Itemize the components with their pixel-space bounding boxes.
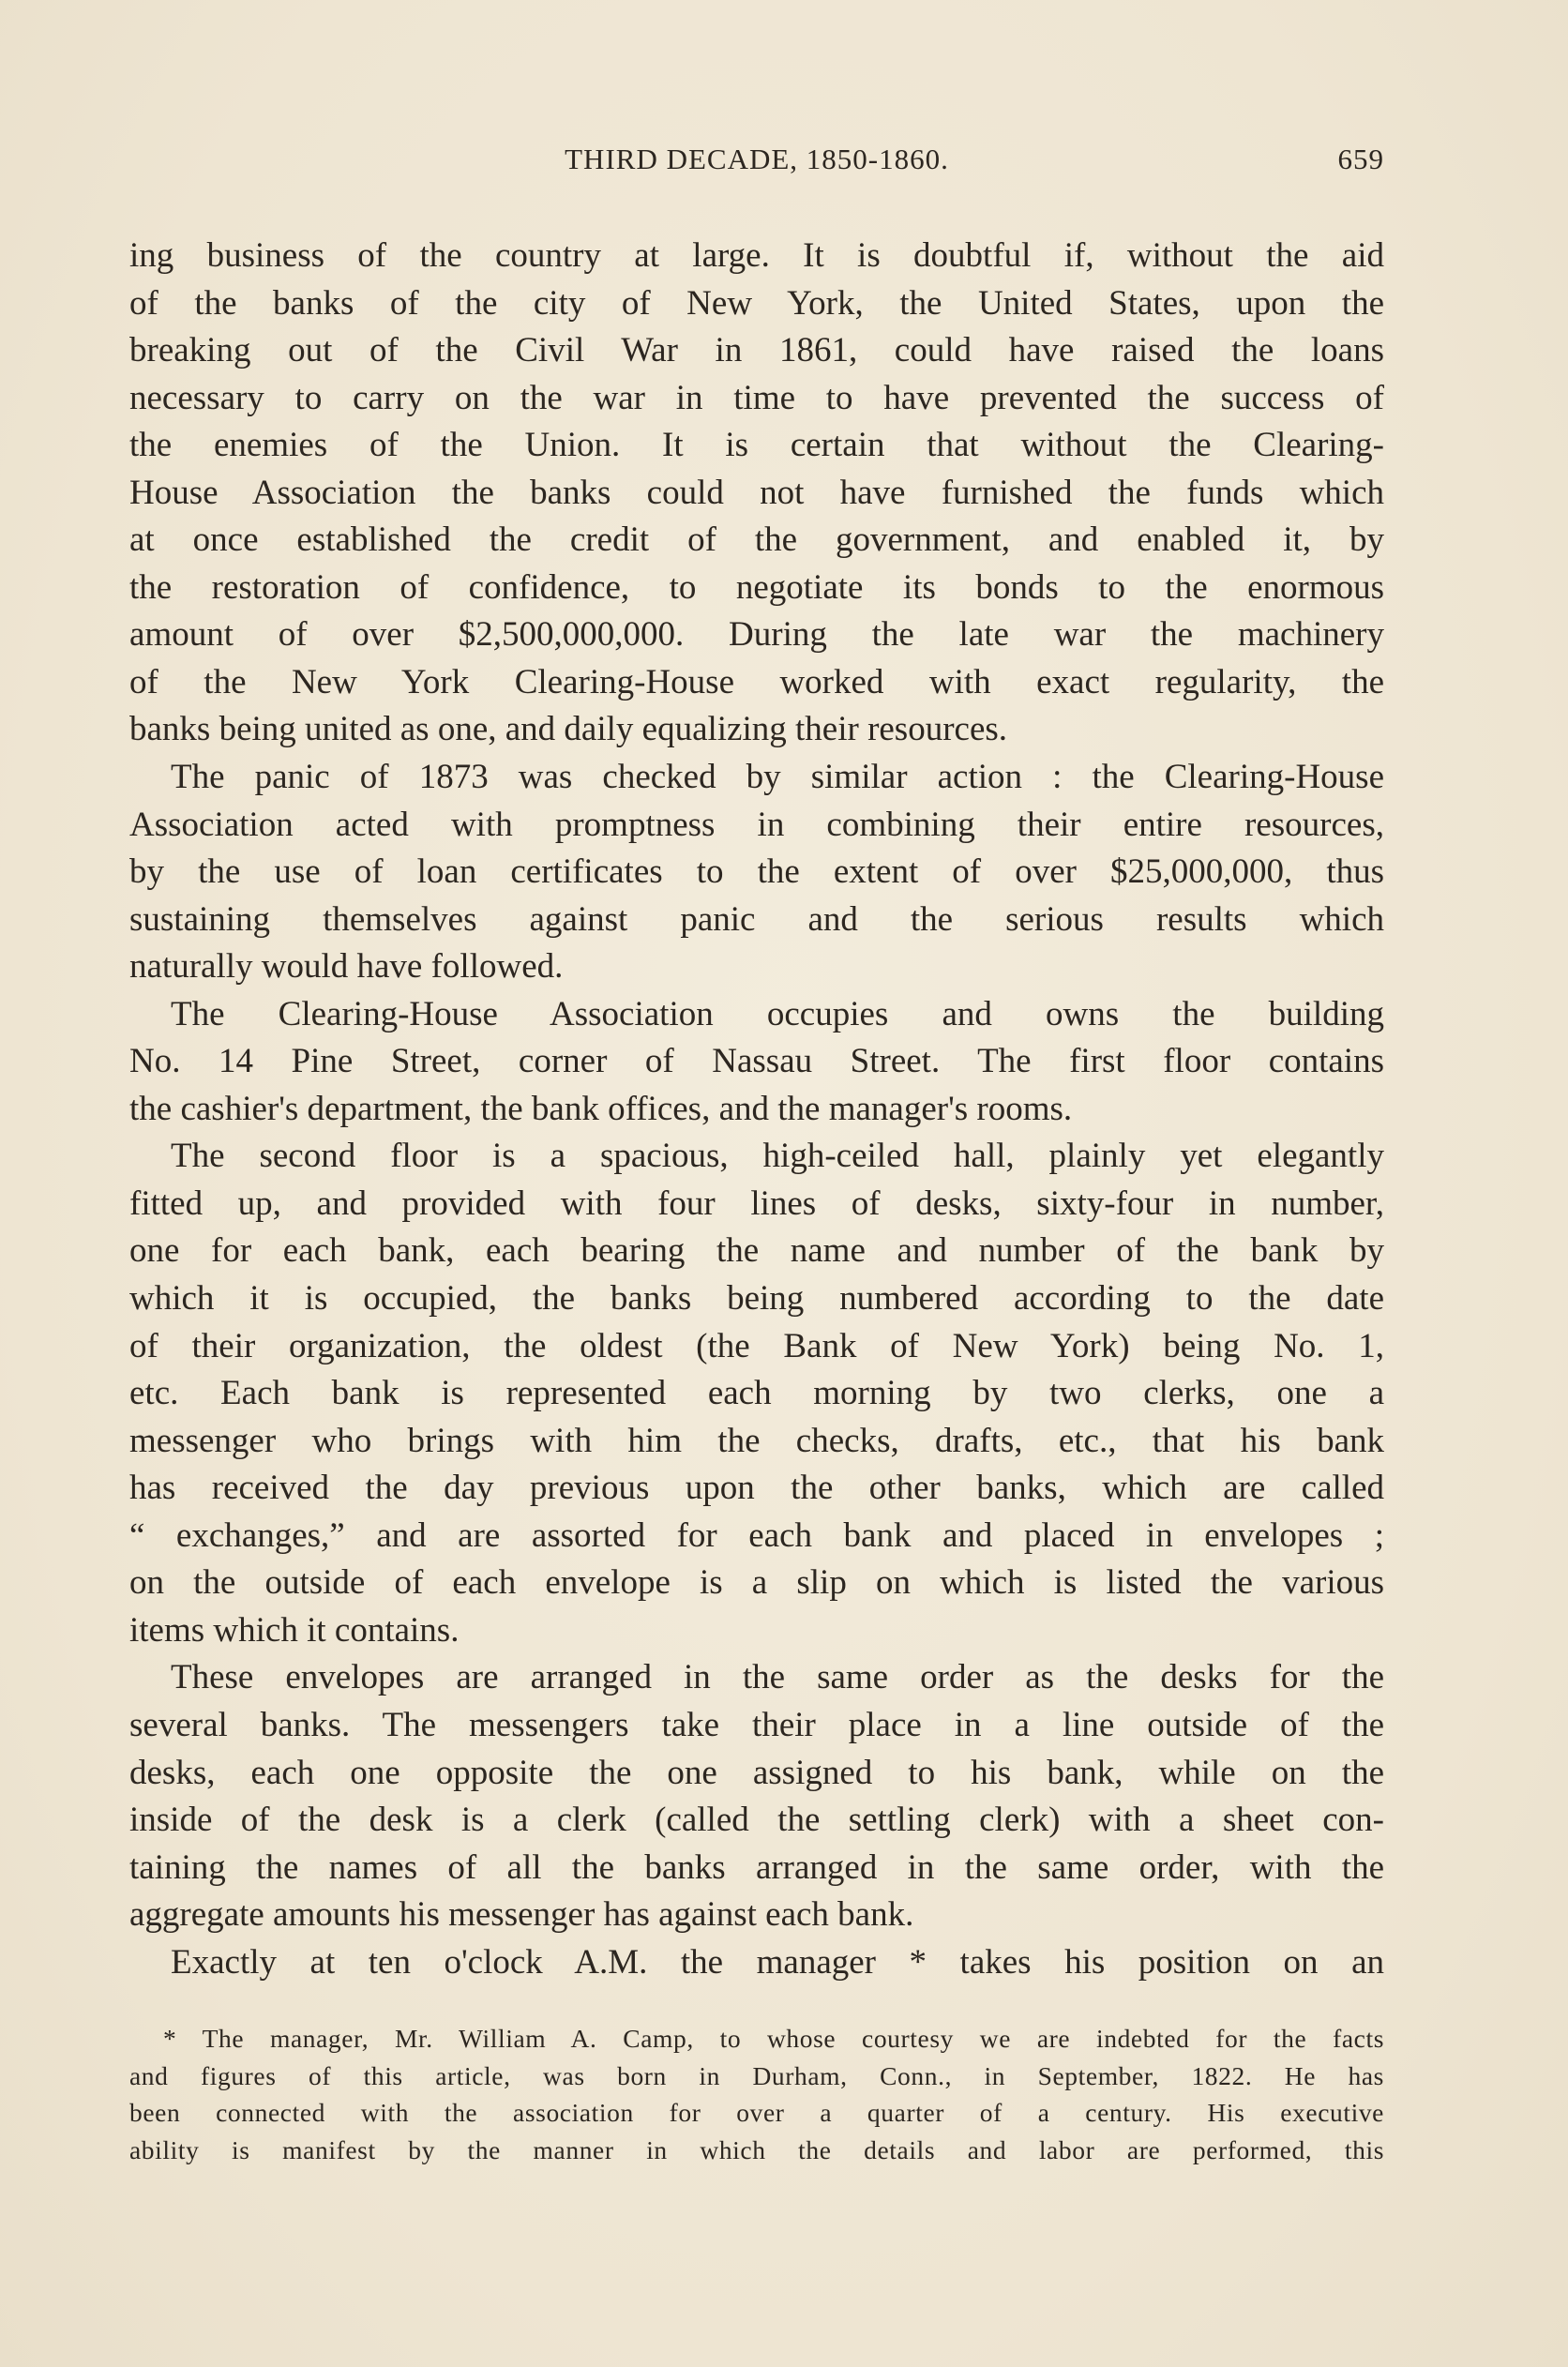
page-number: 659 bbox=[1337, 143, 1384, 175]
text-line: These envelopes are arranged in the same order as the desks for the bbox=[171, 1658, 1384, 1697]
text-line: etc. Each bank is represented each morning by two clerks, one a bbox=[129, 1374, 1384, 1413]
text-line: breaking out of the Civil War in 1861, could have raised the loans bbox=[129, 331, 1384, 370]
text-line: desks, each one opposite the one assigned to his bank, while on the bbox=[129, 1753, 1384, 1792]
text-line: several banks. The messengers take their place in a line outside of the bbox=[129, 1705, 1384, 1744]
footnote bbox=[129, 2020, 1384, 2168]
text-line: sustaining themselves against panic and the serious results which bbox=[129, 899, 1384, 939]
text-line: House Association the banks could not have furnished the funds which bbox=[129, 473, 1384, 512]
text-line: messenger who brings with him the checks, drafts, etc., that his bank bbox=[129, 1421, 1384, 1460]
text-line: naturally would have followed. bbox=[129, 947, 564, 987]
running-head bbox=[129, 143, 1384, 188]
text-line: on the outside of each envelope is a slip on which is listed the various bbox=[129, 1563, 1384, 1603]
text-line: necessary to carry on the war in time to have prevented the success of bbox=[129, 378, 1384, 417]
footnote-line: ability is manifest by the manner in which the details and labor are performed, this bbox=[129, 2134, 1384, 2164]
footnote-line: and figures of this article, was born in Durham, Conn., in September, 1822. He has bbox=[129, 2060, 1384, 2090]
text-line: by the use of loan certificates to the extent of over $25,000,000, thus bbox=[129, 852, 1384, 892]
text-line: The panic of 1873 was checked by similar action : the Clearing-House bbox=[171, 758, 1384, 797]
text-line: No. 14 Pine Street, corner of Nassau Street. The first floor contains bbox=[129, 1042, 1384, 1081]
text-line: at once established the credit of the government, and enabled it, by bbox=[129, 520, 1384, 560]
text-line: of the banks of the city of New York, the United States, upon the bbox=[129, 283, 1384, 323]
text-line: of their organization, the oldest (the Bank of New York) being No. 1, bbox=[129, 1326, 1384, 1365]
running-title: THIRD DECADE, 1850-1860. bbox=[565, 143, 949, 175]
text-line: taining the names of all the banks arranged in the same order, with the bbox=[129, 1847, 1384, 1887]
body-text bbox=[129, 233, 1384, 1986]
text-line: “ exchanges,” and are assorted for each bank and placed in envelopes ; bbox=[129, 1515, 1384, 1555]
text-line: aggregate amounts his messenger has against each bank. bbox=[129, 1895, 914, 1935]
text-line: The second floor is a spacious, high-ceiled hall, plainly yet elegantly bbox=[171, 1137, 1384, 1176]
text-line: ing business of the country at large. It is doubtful if, without the aid bbox=[129, 236, 1384, 275]
text-line: Association acted with promptness in combining their entire resources, bbox=[129, 805, 1384, 844]
footnote-line: * The manager, Mr. William A. Camp, to whose courtesy we are indebted for the facts bbox=[163, 2024, 1384, 2053]
text-line: fitted up, and provided with four lines of desks, sixty-four in number, bbox=[129, 1184, 1384, 1223]
text-line: the enemies of the Union. It is certain that without the Clearing- bbox=[129, 426, 1384, 465]
text-line: The Clearing-House Association occupies and owns the building bbox=[171, 994, 1384, 1033]
text-line: has received the day previous upon the other banks, which are called bbox=[129, 1469, 1384, 1508]
text-line: the cashier's department, the bank offices, and the manager's rooms. bbox=[129, 1089, 1073, 1128]
text-line: items which it contains. bbox=[129, 1610, 460, 1650]
text-line: banks being united as one, and daily equalizing their resources. bbox=[129, 710, 1008, 749]
text-line: of the New York Clearing-House worked with exact regularity, the bbox=[129, 662, 1384, 701]
text-line: the restoration of confidence, to negotiate its bonds to the enormous bbox=[129, 567, 1384, 607]
text-line: amount of over $2,500,000,000. During the late war the machinery bbox=[129, 615, 1384, 655]
text-line: one for each bank, each bearing the name and number of the bank by bbox=[129, 1231, 1384, 1271]
text-line: which it is occupied, the banks being numbered according to the date bbox=[129, 1279, 1384, 1319]
text-line: Exactly at ten o'clock A.M. the manager * takes his position on an bbox=[171, 1942, 1384, 1982]
footnote-line: been connected with the association for over a quarter of a century. His executive bbox=[129, 2098, 1384, 2127]
text-line: inside of the desk is a clerk (called the settling clerk) with a sheet con- bbox=[129, 1801, 1384, 1840]
